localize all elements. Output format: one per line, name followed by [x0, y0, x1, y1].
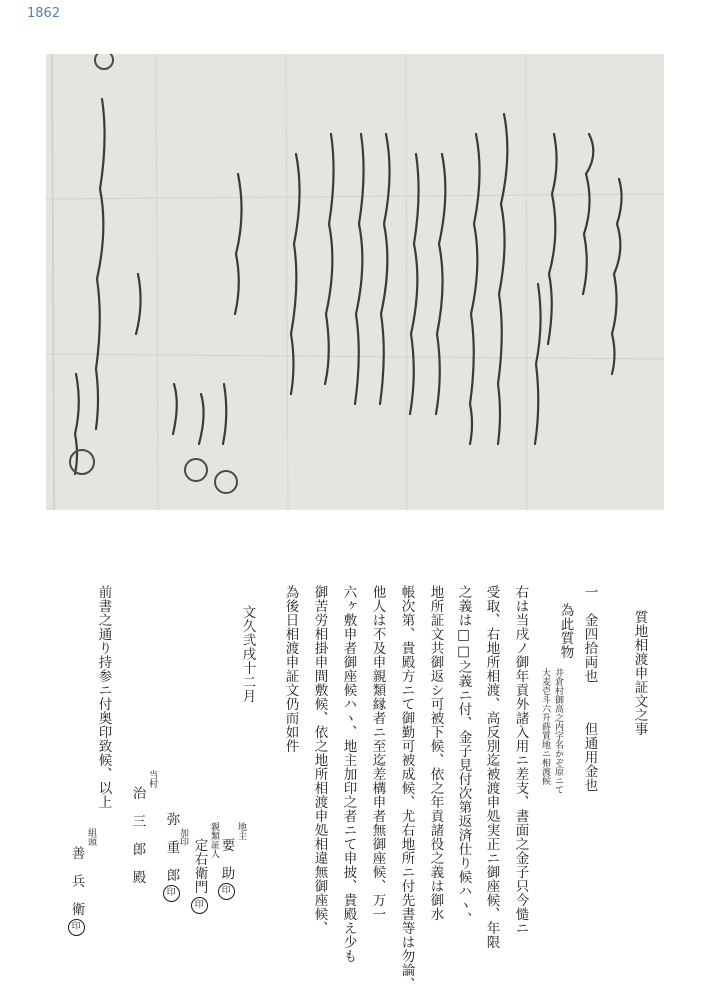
signer-2-name-text: 定右衛門: [191, 838, 208, 894]
addressee-role: 当村: [147, 770, 157, 788]
text-line-6: 地所証文共御返シ可被下候、依之年貢諸役之義は御水: [427, 585, 444, 921]
signer-1-name-text: 要 助: [218, 838, 235, 880]
document-title: 質地相渡申証文之事: [631, 610, 648, 736]
postscript: 前書之通り持参ニ付奥印致候、以上: [95, 585, 112, 809]
text-line-7: 帳次第、貴殿方ニて御勤可被成候、尤右地所ニ付先書等は勿論、: [398, 585, 415, 991]
text-line-10: 御苦労相掛申間敷候、依之地所相渡申処相違無御座候、: [311, 585, 328, 935]
text-line-2: 為此質物: [557, 603, 574, 659]
addressee-name: 治 三 郎 殿: [129, 786, 146, 884]
signer-1-role: 地主: [236, 822, 246, 840]
headman-name-text: 善 兵 衛: [68, 846, 85, 916]
text-line-11: 為後日相渡申証文仍而如件: [282, 585, 299, 753]
date: 文久弐戌十二月: [239, 605, 256, 703]
signer-3-name-text: 弥 重 郎: [163, 812, 180, 882]
signer-2-name: [191, 838, 208, 914]
text-line-8: 他人は不及申親類縁者ニ至迄差構申者無御座候、万一: [369, 585, 386, 921]
seal-mark: 印: [163, 885, 180, 902]
signer-3-name: [163, 812, 180, 902]
headman-name: [68, 846, 85, 936]
signer-1-name: [218, 838, 235, 900]
handwritten-document-image: [46, 54, 664, 510]
text-line-9: 六ヶ敷申者御座候ハヽ、地主加印之者ニて申披、貴殿え少も: [340, 585, 357, 963]
signer-3-role: 加印: [178, 828, 188, 846]
document-photo: [46, 54, 664, 510]
text-line-1-note: 但通用金也: [581, 722, 598, 792]
seal-mark: 印: [68, 919, 85, 936]
text-line-4: 受取、右地所相渡、高反別迄被渡申処実正ニ御座候、年限: [483, 585, 500, 949]
text-line-3: 右は当戌ノ御年貢外諸入用ニ差支、書面之金子只今慥ニ: [512, 585, 529, 935]
text-line-5: 之義は□□之義ニ付、金子見付次第返済仕り候ハヽ、: [455, 585, 472, 926]
text-line-1: 一 金四拾両也: [581, 585, 598, 683]
text-line-2-note-b: 大麦壱斗六升蒔質地ニ相渡候: [540, 668, 550, 785]
seal-mark: 印: [191, 897, 208, 914]
seal-mark: 印: [218, 883, 235, 900]
text-line-2-note-a: 井倉村御高之内字名かぞ原ニて: [553, 668, 563, 794]
headman-role: 組頭: [86, 828, 96, 846]
signer-2-role: 親類証人: [209, 822, 219, 858]
page-number: 1862: [27, 6, 61, 21]
